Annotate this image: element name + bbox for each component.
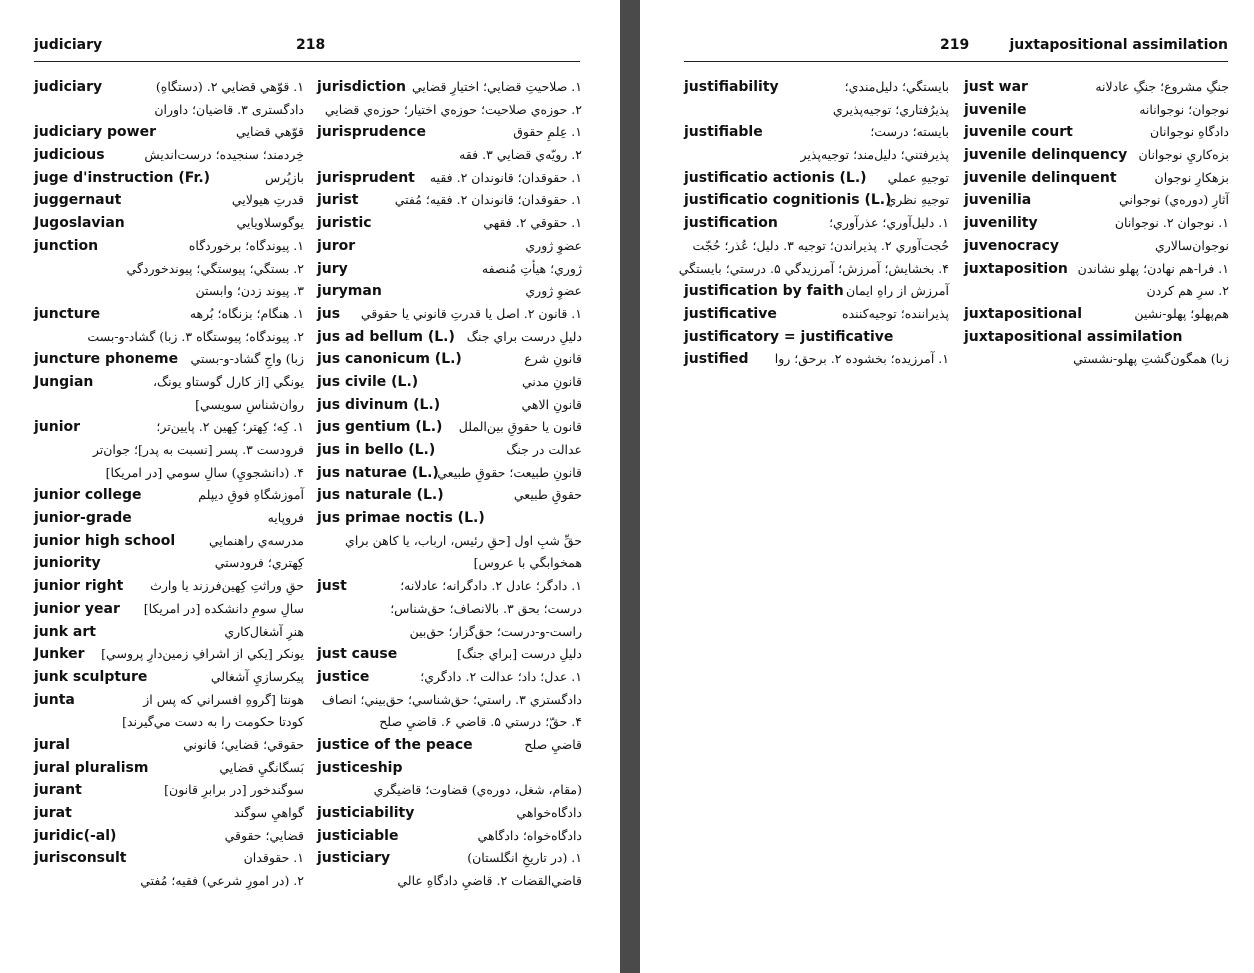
persian-definition: عدالت در جنگ xyxy=(506,442,582,457)
entry-line xyxy=(317,643,582,666)
persian-definition: ۱. حقوقدان؛ قانوندان ۲. فقيه xyxy=(429,169,582,185)
entry-line xyxy=(34,121,304,144)
entry-line xyxy=(964,348,1229,371)
headword: Jungian xyxy=(34,373,94,390)
entry-line xyxy=(34,462,304,485)
entry-line xyxy=(34,484,304,507)
entry-line xyxy=(317,802,582,825)
entry-line xyxy=(34,802,304,825)
persian-definition: ۲. پيوندگاه؛ پيوستگاه ۳. زبا) گشاد-و-بست xyxy=(87,328,304,344)
right-page-number: 219 xyxy=(940,37,970,53)
persian-definition: نوجوان‌سالاري xyxy=(1154,237,1229,253)
entry-line xyxy=(34,394,304,417)
headword: juvenile xyxy=(964,101,1027,118)
entry-line xyxy=(684,280,949,303)
persian-definition: دادگاه‌خواهي xyxy=(516,805,582,820)
persian-definition: دادگستری ۳. قاضيان؛ داوران xyxy=(154,101,304,117)
entry-line xyxy=(317,258,582,281)
entry-line xyxy=(964,76,1229,99)
entry-line xyxy=(317,711,582,734)
entry-line xyxy=(964,303,1229,326)
entry-line xyxy=(34,530,304,553)
entry-line xyxy=(34,757,304,780)
persian-definition: ۲. سرِ هم كردن xyxy=(1146,283,1229,299)
persian-definition: هنرِ آشغال‌كاري xyxy=(224,623,304,639)
entry-line xyxy=(317,371,582,394)
entry-line xyxy=(317,598,582,621)
left-page-number: 218 xyxy=(296,37,326,53)
headword: judiciary xyxy=(34,79,103,95)
entry-line xyxy=(34,439,304,462)
entry-line xyxy=(964,212,1229,235)
headword: jurist xyxy=(317,192,359,209)
entry-line xyxy=(317,212,582,235)
persian-definition: قاضي‌القضات ۲. قاضيِ دادگاهِ عالي xyxy=(397,873,582,889)
headword: justiciability xyxy=(317,805,415,821)
entry-line xyxy=(317,666,582,689)
headword: junta xyxy=(34,691,75,708)
entry-line xyxy=(678,258,949,281)
persian-definition: راست-و-درست؛ حق‌گزار؛ حق‌بين xyxy=(409,623,582,639)
persian-definition: دليلِ درست [براي جنگ] xyxy=(457,646,582,662)
entry-line xyxy=(964,189,1229,212)
headword: jus xyxy=(317,305,341,322)
headword: jus gentium (L.) xyxy=(317,419,443,436)
headword: juge d'instruction (Fr.) xyxy=(34,169,211,186)
headword: jus in bello (L.) xyxy=(317,442,436,458)
persian-definition: يونگي [از كارل گوستاو يونگ، xyxy=(152,373,304,389)
entry-line xyxy=(684,121,949,144)
persian-definition: بايسته؛ درست؛ xyxy=(870,124,949,140)
persian-definition: عضوِ ژوري xyxy=(525,283,582,299)
entry-line xyxy=(34,326,304,349)
entry-line xyxy=(317,76,582,99)
entry-line xyxy=(34,643,304,666)
entry-line xyxy=(34,258,304,281)
persian-definition: ۴. حقّ؛ درستي ۵. قاضي ۶. قاضيِ صلح xyxy=(379,714,582,730)
entry-line xyxy=(317,552,582,575)
headword: jus ad bellum (L.) xyxy=(317,328,455,345)
headword: junior year xyxy=(34,600,120,617)
persian-definition: ۱. كِه‌؛ كِهتر؛ كِهين ۲. پايين‌تر؛ xyxy=(156,419,304,435)
entry-line xyxy=(34,689,304,712)
entry-line xyxy=(317,779,582,802)
entry-line xyxy=(684,99,949,122)
headword: juvenocracy xyxy=(964,237,1060,254)
persian-definition: ۱. قوّهي قضايي ۲. (دستگاهِ) xyxy=(155,79,304,94)
entry-line xyxy=(34,507,304,530)
persian-definition: ۱. نوجوان ۲. نوجوانان xyxy=(1114,215,1229,231)
headword: just xyxy=(317,578,347,595)
entry-line xyxy=(317,507,582,530)
headword: junior-grade xyxy=(34,510,132,527)
persian-definition: قانونِ شرع xyxy=(524,351,582,367)
persian-definition: بزهكارِ نوجوان xyxy=(1154,169,1229,185)
entry-line xyxy=(34,371,304,394)
headword: justification by faith xyxy=(684,283,844,300)
entry-line xyxy=(684,189,949,212)
headword: jus naturale (L.) xyxy=(317,487,444,504)
entry-line xyxy=(34,99,304,122)
entry-line xyxy=(34,167,304,190)
persian-definition: ۲. بستگي؛ پيوستگي؛ پيوندخوردگي xyxy=(126,260,304,276)
persian-definition: عضوِ ژوري xyxy=(525,237,582,253)
entry-line xyxy=(317,99,582,122)
right-column-1 xyxy=(678,76,949,371)
persian-definition: ۲. رويّه‌ي قضايي ۳. فقه xyxy=(459,147,582,163)
entry-line xyxy=(34,666,304,689)
persian-definition: ۱. عِلمِ حقوق xyxy=(513,124,582,140)
headword: just war xyxy=(964,79,1028,95)
persian-definition: دادگاه‌خواه؛ دادگاهي xyxy=(477,827,582,843)
persian-definition: ۲. حوزه‌ي صلاحيت؛ حوزه‌ي اختيار؛ حوزه‌ي قضايي xyxy=(324,101,582,117)
headword: junior college xyxy=(34,487,142,504)
persian-definition: بزه‌كاريِ نوجوانان xyxy=(1138,147,1229,163)
headword: juridic(-al) xyxy=(34,827,117,844)
persian-definition: حقوقِ طبيعي xyxy=(513,487,582,503)
entry-line xyxy=(34,76,304,99)
persian-definition: زبا) همگون‌گشتِ پهلو-نشستي xyxy=(1073,351,1229,367)
entry-line xyxy=(34,870,304,893)
persian-definition: خِردمند؛ سنجيده؛ درست‌انديش xyxy=(144,147,304,163)
entry-line xyxy=(34,825,304,848)
right-column-2 xyxy=(964,76,1229,371)
entry-line xyxy=(34,280,304,303)
persian-definition: ۱. حقوقي ۲. فقهي xyxy=(483,215,582,231)
entry-line xyxy=(964,258,1229,281)
persian-definition: حقوقي؛ قضايي؛ قانوني xyxy=(183,736,304,752)
headword: juxtapositional xyxy=(964,305,1083,322)
persian-definition: سالِ سومِ دانشكده [در امريكا] xyxy=(143,600,304,616)
headword: jus civile (L.) xyxy=(317,373,419,390)
left-column-1 xyxy=(34,76,304,893)
headword: jus naturae (L.) xyxy=(317,464,439,481)
headword: junction xyxy=(34,237,99,254)
headword: jurisprudent xyxy=(317,169,415,186)
entry-line xyxy=(317,189,582,212)
headword: jural xyxy=(34,736,70,753)
persian-definition: ۱. فرا-هم نهادن؛ پهلو نشاندن xyxy=(1077,260,1229,276)
persian-definition: گواهيِ سوگند xyxy=(233,805,304,820)
headword: junior xyxy=(34,419,81,436)
entry-line xyxy=(317,144,582,167)
persian-definition: ۲. (در امورِ شرعي) فقيه؛ مُفتي xyxy=(140,873,304,889)
headword: juniority xyxy=(34,555,101,572)
headword: jus canonicum (L.) xyxy=(317,351,462,368)
headword: juvenile delinquent xyxy=(964,169,1117,186)
entry-line xyxy=(964,235,1229,258)
headword: jury xyxy=(317,260,348,277)
entry-line xyxy=(684,76,949,99)
persian-definition: قدرتِ هيولايي xyxy=(231,192,304,208)
headword: justifiable xyxy=(684,124,763,141)
entry-line xyxy=(317,530,582,553)
entry-line xyxy=(34,416,304,439)
persian-definition: حقِ وراثتِ كِهين‌فرزند يا وارث xyxy=(150,578,304,594)
entry-line xyxy=(964,280,1229,303)
headword: juvenile delinquency xyxy=(964,147,1128,164)
headword: jurisdiction xyxy=(317,79,406,95)
headword: justified xyxy=(684,351,749,368)
persian-definition: پذيرُفتاري؛ توجيه‌پذيري xyxy=(832,101,949,117)
persian-definition: قوّهي قضايي xyxy=(236,124,304,140)
headword: junior right xyxy=(34,578,124,595)
headword: juxtapositional assimilation xyxy=(964,328,1183,345)
persian-definition: قاضيِ صلح xyxy=(524,736,582,752)
headword: junk sculpture xyxy=(34,668,148,685)
right-header-rule xyxy=(684,61,1228,62)
headword: judiciary power xyxy=(34,124,157,141)
headword: judicious xyxy=(34,147,105,164)
headword: juryman xyxy=(317,283,382,300)
entry-line xyxy=(317,689,582,712)
persian-definition: ۱. آمرزيده؛ بخشوده ۲. برحق؛ روا xyxy=(774,351,949,367)
headword: juncture xyxy=(34,305,101,322)
persian-definition: دليلِ درست براي جنگ xyxy=(466,328,582,344)
headword: jus primae noctis (L.) xyxy=(317,510,485,527)
entry-line xyxy=(684,212,949,235)
persian-definition: دادگستري ۳. راستي؛ حق‌شناسي؛ حق‌بيني؛ انصاف xyxy=(321,691,582,707)
persian-definition: بازپُرس xyxy=(265,169,304,185)
persian-definition: ۴. بخشايش؛ آمرزش؛ آمرزيدگي ۵. درستي؛ بايستگي xyxy=(678,260,949,276)
right-page xyxy=(640,0,1254,973)
entry-line xyxy=(684,167,949,190)
persian-definition: قانونِ طبيعت؛ حقوقِ طبيعي xyxy=(437,464,582,480)
headword: justifiability xyxy=(684,79,779,95)
persian-definition: آموزشگاهِ فوقِ ديپلم xyxy=(198,487,304,503)
persian-definition: آمرزش از راهِ ايمان xyxy=(845,283,949,299)
entry-line xyxy=(317,303,582,326)
headword: jurant xyxy=(34,782,82,799)
persian-definition: يوگوسلاويايي xyxy=(236,215,304,231)
entry-line xyxy=(964,326,1229,349)
headword: justificatio actionis (L.) xyxy=(684,169,867,186)
persian-definition: قضايي؛ حقوقي xyxy=(224,827,304,843)
entry-line xyxy=(317,439,582,462)
headword: justice of the peace xyxy=(317,736,473,753)
entry-line xyxy=(317,462,582,485)
persian-definition: ۳. پيوند زدن؛ وابستن xyxy=(195,283,304,299)
entry-line xyxy=(317,167,582,190)
headword: juggernaut xyxy=(34,192,122,209)
headword: just cause xyxy=(317,646,398,663)
entry-line xyxy=(317,575,582,598)
headword: justificatio cognitionis (L.) xyxy=(684,192,892,209)
entry-line xyxy=(34,303,304,326)
entry-line xyxy=(317,348,582,371)
headword: juvenile court xyxy=(964,124,1073,141)
persian-definition: ۱. پيوندگاه؛ برخوردگاه xyxy=(188,237,304,253)
entry-line xyxy=(684,303,949,326)
headword: justiceship xyxy=(317,759,403,776)
persian-definition: كِهتري؛ فرودستي xyxy=(214,555,304,571)
book-gutter xyxy=(620,0,640,973)
entry-line xyxy=(34,235,304,258)
entry-line xyxy=(317,280,582,303)
entry-line xyxy=(964,144,1229,167)
entry-line xyxy=(34,189,304,212)
entry-line xyxy=(34,621,304,644)
persian-definition: ۱. حقوقدان؛ قانوندان ۲. فقيه؛ مُفتي xyxy=(394,192,582,208)
persian-definition: ۱. هنگام؛ بزنگاه؛ بُرهه xyxy=(189,305,304,321)
left-header-rule xyxy=(34,61,580,62)
headword: juxtaposition xyxy=(964,260,1068,277)
persian-definition: مدرسه‌ي راهنمايي xyxy=(208,532,304,548)
persian-definition: زبا) واجِ گشاد-و-بستي xyxy=(190,351,304,367)
persian-definition: حُجت‌آوري ۲. پذيراندن؛ توجيه ۳. دليل؛ عُذر؛ حُجّت xyxy=(692,237,949,253)
entry-line xyxy=(317,121,582,144)
persian-definition: ۱. عدل؛ داد؛ عدالت ۲. دادگري؛ xyxy=(420,668,582,684)
entry-line xyxy=(317,734,582,757)
persian-definition: آثارِ (دوره‌ي) نوجواني xyxy=(1119,192,1229,208)
persian-definition: حقِّ شبِ اول [حقِ رئيس، ارباب، يا كاهن براي xyxy=(345,532,582,548)
entry-line xyxy=(317,847,582,870)
persian-definition: پيكرسازيِ آشغالي xyxy=(210,668,304,684)
headword: justificatory = justificative xyxy=(684,328,894,345)
entry-line xyxy=(34,598,304,621)
entry-line xyxy=(317,484,582,507)
headword: junior high school xyxy=(34,532,176,549)
persian-definition: پذيراننده؛ توجيه‌كننده xyxy=(842,305,949,321)
persian-definition: قانونِ مدني xyxy=(521,373,582,389)
headword: juvenility xyxy=(964,215,1038,232)
persian-definition: بايستگي؛ دليل‌مندي؛ xyxy=(844,79,949,94)
persian-definition: ۱. دادگر؛ عادل ۲. دادگرانه؛ عادلانه؛ xyxy=(400,578,582,594)
persian-definition: توجيهِ نظري xyxy=(886,192,949,208)
persian-definition: قانون يا حقوقِ بين‌الملل xyxy=(458,419,582,435)
entry-line xyxy=(317,235,582,258)
headword: junk art xyxy=(34,623,96,640)
entry-line xyxy=(317,870,582,893)
headword: jurisconsult xyxy=(34,850,127,867)
entry-line xyxy=(34,348,304,371)
entry-line xyxy=(317,757,582,780)
entry-line xyxy=(317,825,582,848)
persian-definition: هونتا [گروهِ افسراني كه پس از xyxy=(143,691,304,707)
headword: juvenilia xyxy=(964,192,1032,209)
persian-definition: هم‌پهلو؛ پهلو-نشين xyxy=(1134,305,1229,321)
persian-definition: دادگاهِ نوجوانان xyxy=(1150,124,1229,140)
headword: justiciable xyxy=(317,827,399,844)
left-page xyxy=(0,0,620,973)
persian-definition: ۱. حقوقدان xyxy=(243,850,304,866)
headword: Junker xyxy=(34,646,85,663)
entry-line xyxy=(34,144,304,167)
entry-line xyxy=(684,348,949,371)
headword: jural pluralism xyxy=(34,759,149,776)
entry-line xyxy=(34,575,304,598)
entry-line xyxy=(34,734,304,757)
entry-line xyxy=(684,326,949,349)
headword: justice xyxy=(317,668,370,685)
persian-definition: روان‌شناسِ سويسي] xyxy=(195,396,304,412)
headword: jurisprudence xyxy=(317,124,426,141)
entry-line xyxy=(964,99,1229,122)
persian-definition: ۴. (دانشجويِ) سالِ سومي [در امريكا] xyxy=(105,464,304,480)
persian-definition: كودتا حكومت را به دست مي‌گيرند] xyxy=(122,714,304,730)
persian-definition: درست؛ بحق ۳. بالانصاف؛ حق‌شناس؛ xyxy=(390,600,582,616)
entry-line xyxy=(317,326,582,349)
persian-definition: پذيرفتني؛ دليل‌مند؛ توجيه‌پذير xyxy=(800,147,949,163)
headword: juror xyxy=(317,237,356,254)
persian-definition: ۱. صلاحيتِ قضايي؛ اختيارِ قضايي xyxy=(411,79,582,94)
entry-line xyxy=(684,235,949,258)
persian-definition: فروپايه xyxy=(267,510,304,526)
persian-definition: توجيهِ عملي xyxy=(887,169,949,185)
entry-line xyxy=(34,212,304,235)
headword: justificative xyxy=(684,305,777,322)
persian-definition: همخوابگي با عروس] xyxy=(473,555,582,571)
persian-definition: ۱. دليل‌آوري؛ عذرآوري؛ xyxy=(829,215,949,231)
entry-line xyxy=(34,847,304,870)
entry-line xyxy=(964,167,1229,190)
entry-line xyxy=(34,711,304,734)
persian-definition: نوجوان؛ نوجوانانه xyxy=(1139,101,1229,117)
entry-line xyxy=(34,779,304,802)
headword: juristic xyxy=(317,215,372,232)
left-header-word: judiciary xyxy=(34,37,103,53)
headword: juncture phoneme xyxy=(34,351,179,368)
headword: Jugoslavian xyxy=(34,215,125,232)
headword: justification xyxy=(684,215,778,232)
entry-line xyxy=(34,552,304,575)
persian-definition: يونكر [يكي از اشرافِ زمين‌دارِ پروسي] xyxy=(101,646,304,662)
persian-definition: بَسگانگيِ قضايي xyxy=(219,759,304,775)
persian-definition: قانونِ الاهي xyxy=(521,396,582,412)
headword: jurat xyxy=(34,805,72,821)
entry-line xyxy=(317,621,582,644)
persian-definition: فرودست ۳. پسر [نسبت به پدر]؛ جوان‌تر xyxy=(92,442,304,457)
right-header-word: juxtapositional assimilation xyxy=(1009,37,1228,53)
entry-line xyxy=(317,416,582,439)
persian-definition: ۱. (در تاريخِ انگلستان) xyxy=(467,850,582,866)
headword: justiciary xyxy=(317,850,391,867)
persian-definition: جنگِ مشروع؛ جنگِ عادلانه xyxy=(1095,79,1229,94)
persian-definition: ۱. قانون ۲. اصل يا قدرتِ قانوني يا حقوقي xyxy=(360,305,582,321)
headword: jus divinum (L.) xyxy=(317,396,441,413)
left-column-2 xyxy=(317,76,582,893)
entry-line xyxy=(684,144,949,167)
persian-definition: سوگندخور [در برابرِ قانون] xyxy=(164,782,304,798)
persian-definition: (مقام، شغل، دوره‌ي) قضاوت؛ قاضيگري xyxy=(373,782,582,798)
persian-definition: ژوري؛ هيأتِ مُنصفه xyxy=(481,260,582,276)
entry-line xyxy=(317,394,582,417)
entry-line xyxy=(964,121,1229,144)
